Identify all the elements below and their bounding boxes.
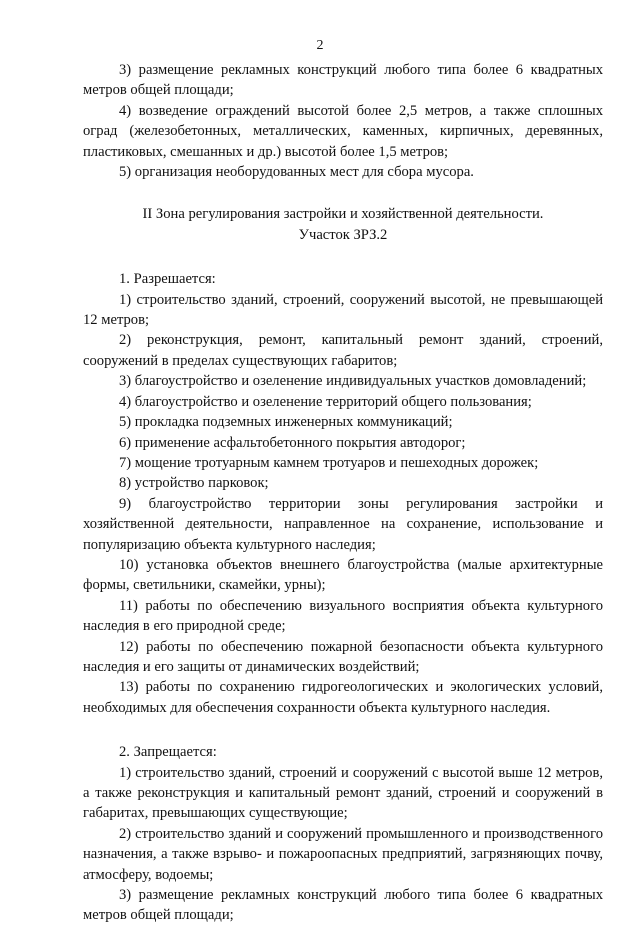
list-item: 3) благоустройство и озеленение индивидуальных участков домовладений; — [119, 373, 587, 390]
list-item: 2) реконструкция, ремонт, капитальный ремонт зданий, строений, сооружений в пределах существующих габаритов; — [83, 332, 603, 369]
list-item: 3) размещение рекламных конструкций любого типа более 6 квадратных метров общей площади; — [83, 887, 603, 924]
list-item: 1) строительство зданий, строений, сооружений высотой, не превышающей 12 метров; — [83, 291, 603, 329]
document-body — [83, 60, 603, 926]
allowed-list — [83, 290, 603, 719]
list-item: 3) размещение рекламных конструкций любого типа более 6 квадратных метров общей площади; — [83, 62, 603, 99]
intro-list — [83, 60, 603, 182]
list-item: 2) строительство зданий и сооружений промышленного и производственного назначения, а также взрыво- и пожароопасных предприятий, загрязняющих почву, атмосферу, водоемы; — [83, 825, 603, 883]
list-item: 5) организация необорудованных мест для сбора мусора. — [119, 164, 474, 181]
list-item: 4) благоустройство и озеленение территорий общего пользования; — [119, 393, 532, 410]
list-item: 7) мощение тротуарным камнем тротуаров и пешеходных дорожек; — [119, 454, 539, 471]
forbidden-list — [83, 763, 603, 926]
list-item: 9) благоустройство территории зоны регулирования застройки и хозяйственной деятельности, направленное на сохранение, использование и популяризацию объекта культурного наследия; — [83, 495, 603, 553]
page-number: 2 — [316, 38, 324, 53]
forbidden-title: 2. Запрещается: — [119, 744, 217, 761]
list-item: 6) применение асфальтобетонного покрытия автодорог; — [119, 434, 466, 451]
list-item: 12) работы по обеспечению пожарной безопасности объекта культурного наследия и его защиты от динамических воздействий; — [83, 638, 603, 675]
allowed-title: 1. Разрешается: — [119, 271, 216, 288]
list-item: 4) возведение ограждений высотой более 2,5 метров, а также сплошных оград (железобетонных, металлических, каменных, кирпичных, деревянных, пластиковых, смешанных и др.) высотой более 1,5 метров; — [83, 102, 603, 160]
list-item: 1) строительство зданий, строений и сооружений с высотой выше 12 метров, а также реконструкция и капитальный ремонт зданий, строений и сооружений в габаритах, превышающих существующие; — [83, 764, 603, 822]
zone-subheading: Участок ЗРЗ.2 — [298, 226, 388, 243]
list-item: 8) устройство парковок; — [119, 475, 269, 492]
list-item: 13) работы по сохранению гидрогеологических и экологических условий, необходимых для обеспечения сохранности объекта культурного наследия. — [83, 679, 603, 716]
list-item: 11) работы по обеспечению визуального восприятия объекта культурного наследия в его природной среде; — [83, 597, 603, 635]
zone-heading: II Зона регулирования застройки и хозяйственной деятельности. — [142, 206, 544, 223]
list-item: 10) установка объектов внешнего благоустройства (малые архитектурные формы, светильники, скамейки, урны); — [83, 556, 603, 594]
list-item: 5) прокладка подземных инженерных коммуникаций; — [119, 414, 453, 431]
